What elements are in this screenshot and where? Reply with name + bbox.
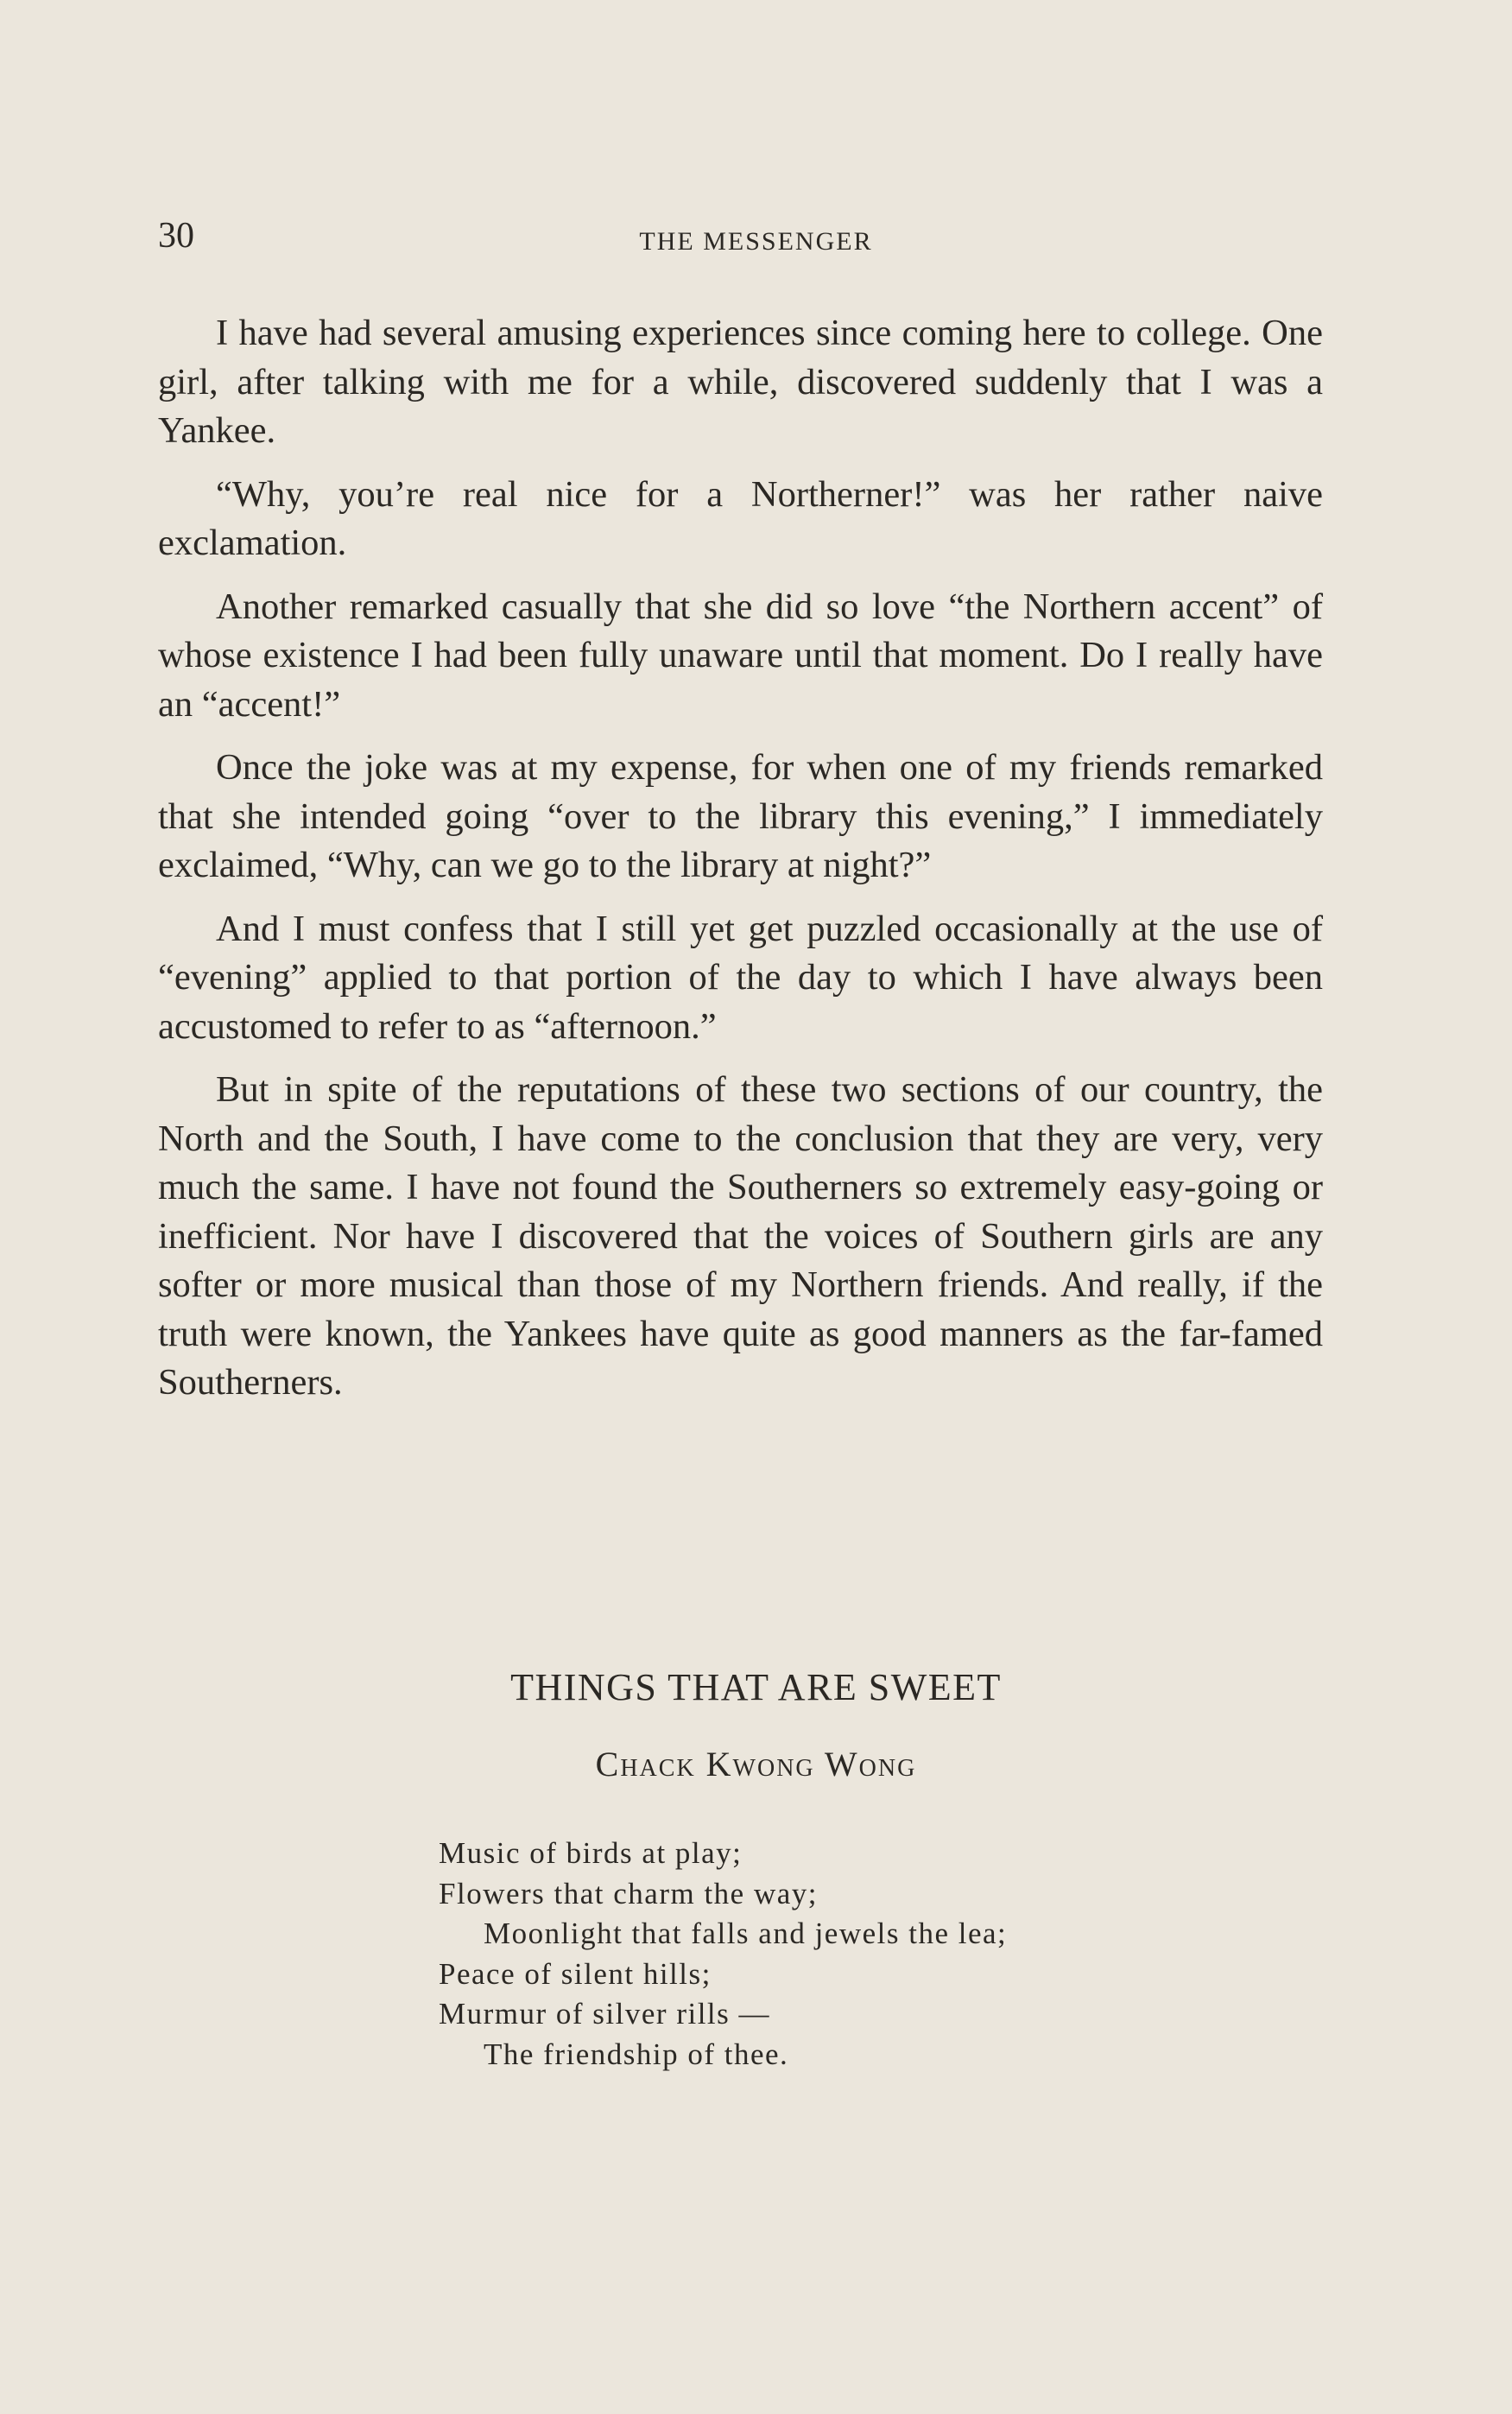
paragraph: I have had several amusing experiences since coming here to college. One girl, after talking with me for a while, discovered suddenly that I was a Yankee.	[158, 313, 1323, 451]
poem-line: Flowers that charm the way;	[439, 1876, 819, 1910]
paragraph: But in spite of the reputations of these two sections of our country, the North and the South, I have come to the conclusion that they are very, very much the same. I have not found the Southerners so extremely easy-going or inefficient. Nor have I discovered that the voices of Southern girls are any softer or more musical than those of my Northern friends. And really, if the truth were known, the Yankees have quite as good manners as the far-famed Southerners.	[158, 1069, 1323, 1403]
poem-line: The friendship of thee.	[484, 2037, 789, 2071]
paragraph: Another remarked casually that she did so love “the Northern accent” of whose existence I had been fully unaware until that moment. Do I really have an “accent!”	[158, 586, 1323, 725]
poem-line: Moonlight that falls and jewels the lea;	[484, 1917, 1008, 1950]
page-number: 30	[158, 216, 194, 256]
poem-line: Music of birds at play;	[439, 1836, 743, 1870]
running-title: THE MESSENGER	[639, 227, 873, 256]
poem-stanza	[439, 1834, 1216, 2075]
poem-line: Murmur of silver rills —	[439, 1997, 771, 2031]
paragraph: “Why, you’re real nice for a Northerner!” was her rather naive exclamation.	[158, 473, 1323, 563]
paragraph: Once the joke was at my expense, for when one of my friends remarked that she intended going “over to the library this evening,” I immediately exclaimed, “Why, can we go to the library at night?”	[158, 747, 1323, 885]
poem-title: THINGS THAT ARE SWEET	[510, 1666, 1002, 1708]
poem-author: Chack Kwong Wong	[595, 1745, 917, 1784]
article-body	[158, 309, 1323, 1422]
poem-line: Peace of silent hills;	[439, 1956, 712, 1991]
paragraph: And I must confess that I still yet get puzzled occasionally at the use of “evening” applied to that portion of the day to which I have always been accustomed to refer to as “afternoon.”	[158, 908, 1323, 1047]
